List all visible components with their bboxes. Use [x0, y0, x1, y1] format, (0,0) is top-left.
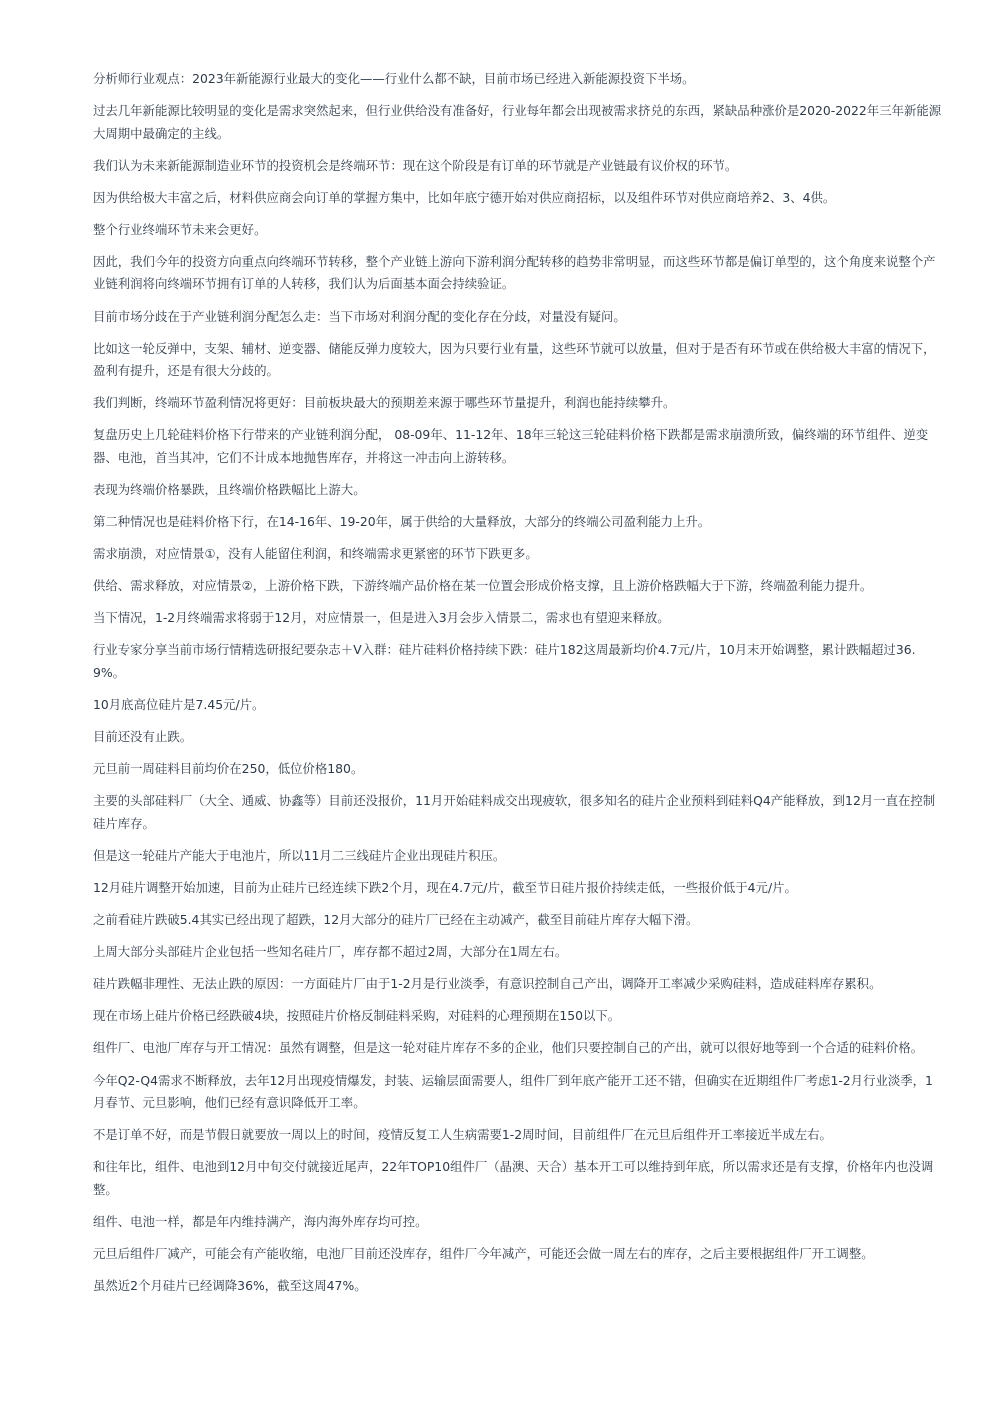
paragraph: 之前看硅片跌破5.4其实已经出现了超跌，12月大部分的硅片厂已经在主动减产，截至目前硅片库存大幅下滑。 — [93, 912, 699, 928]
paragraph: 因此，我们今年的投资方向重点向终端环节转移，整个产业链上游向下游利润分配转移的趋势非常明显，而这些环节都是偏订单型的，这个角度来说整个产业链利润将向终端环节拥有订单的人转移，我们认为后面基本面会持续验证。 — [93, 253, 936, 292]
paragraph: 元旦后组件厂减产，可能会有产能收缩，电池厂目前还没库存，组件厂今年减产，可能还会做一周左右的库存，之后主要根据组件厂开工调整。 — [93, 1245, 874, 1261]
paragraph: 不是订单不好，而是节假日就要放一周以上的时间，疫情反复工人生病需要1-2周时间，目前组件厂在元旦后组件开工率接近半成左右。 — [93, 1127, 832, 1143]
paragraph: 比如这一轮反弹中，支架、辅材、逆变器、储能反弹力度较大，因为只要行业有量，这些环节就可以放量，但对于是否有环节或在供给极大丰富的情况下，盈利有提升，还是有很大分歧的。 — [93, 340, 936, 379]
paragraph: 12月硅片调整开始加速，目前为止硅片已经连续下跌2个月，现在4.7元/片，截至节日硅片报价持续走低，一些报价低于4元/片。 — [93, 879, 797, 895]
paragraph: 但是这一轮硅片产能大于电池片，所以11月二三线硅片企业出现硅片积压。 — [93, 847, 506, 863]
paragraph: 第二种情况也是硅料价格下行，在14-16年、19-20年，属于供给的大量释放，大部分的终端公司盈利能力上升。 — [93, 514, 711, 530]
paragraph: 我们认为未来新能源制造业环节的投资机会是终端环节：现在这个阶段是有订单的环节就是产业链最有议价权的环节。 — [93, 157, 738, 173]
paragraph: 表现为终端价格暴跌，且终端价格跌幅比上游大。 — [93, 481, 366, 497]
paragraph: 需求崩溃，对应情景①，没有人能留住利润，和终端需求更紧密的环节下跌更多。 — [93, 546, 538, 562]
paragraph: 供给、需求释放，对应情景②，上游价格下跌，下游终端产品价格在某一位置会形成价格支撑，且上游价格跌幅大于下游，终端盈利能力提升。 — [93, 578, 873, 594]
paragraph: 虽然近2个月硅片已经调降36%，截至这周47%。 — [93, 1278, 367, 1293]
paragraph: 和往年比，组件、电池到12月中旬交付就接近尾声，22年TOP10组件厂（晶澳、天合）基本开工可以维持到年底，所以需求还是有支撑，价格年内也没调整。 — [93, 1159, 934, 1197]
paragraph: 上周大部分头部硅片企业包括一些知名硅片厂，库存都不超过2周，大部分在1周左右。 — [93, 944, 568, 960]
paragraph: 目前还没有止跌。 — [93, 729, 193, 745]
paragraph: 组件、电池一样，都是年内维持满产，海内海外库存均可控。 — [93, 1213, 428, 1229]
paragraph: 硅片跌幅非理性、无法止跌的原因：一方面硅片厂由于1-2月是行业淡季，有意识控制自己产出，调降开工率减少采购硅料，造成硅料库存累积。 — [93, 976, 882, 992]
paragraph: 整个行业终端环节未来会更好。 — [93, 221, 267, 237]
paragraph: 主要的头部硅料厂（大全、通威、协鑫等）目前还没报价，11月开始硅料成交出现疲软，很多知名的硅片企业预料到硅料Q4产能释放，到12月一直在控制硅片库存。 — [93, 793, 936, 831]
paragraph-expert-share: 行业专家分享当前市场行情精选研报纪要杂志＋V入群：硅片硅料价格持续下跌：硅片182这周最新均价4.7元/片，10月末开始调整，累计跌幅超过36.9%。 — [93, 642, 916, 680]
paragraph-analyst-view: 分析师行业观点：2023年新能源行业最大的变化——行业什么都不缺，目前市场已经进入新能源投资下半场。 — [93, 71, 695, 86]
paragraph: 我们判断，终端环节盈利情况将更好：目前板块最大的预期差来源于哪些环节量提升，利润也能持续攀升。 — [93, 395, 676, 411]
document-body — [93, 68, 945, 1307]
paragraph: 目前市场分歧在于产业链利润分配怎么走：当下市场对利润分配的变化存在分歧，对量没有疑问。 — [93, 308, 626, 324]
paragraph: 过去几年新能源比较明显的变化是需求突然起来，但行业供给没有准备好，行业每年都会出现被需求挤兑的东西，紧缺品种涨价是2020-2022年三年新能源大周期中最确定的主线。 — [93, 103, 942, 141]
paragraph: 10月底高位硅片是7.45元/片。 — [93, 697, 265, 712]
paragraph: 因为供给极大丰富之后，材料供应商会向订单的掌握方集中，比如年底宁德开始对供应商招标，以及组件环节对供应商培养2、3、4供。 — [93, 189, 836, 205]
paragraph: 现在市场上硅片价格已经跌破4块，按照硅片价格反制硅料采购，对硅料的心理预期在150以下。 — [93, 1008, 621, 1024]
paragraph: 当下情况，1-2月终端需求将弱于12月，对应情景一，但是进入3月会步入情景二，需求也有望迎来释放。 — [93, 610, 670, 626]
paragraph: 组件厂、电池厂库存与开工情况：虽然有调整，但是这一轮对硅片库存不多的企业，他们只要控制自己的产出，就可以很好地等到一个合适的硅料价格。 — [93, 1040, 924, 1056]
paragraph: 元旦前一周硅料目前均价在250，低位价格180。 — [93, 761, 364, 777]
paragraph: 复盘历史上几轮硅料价格下行带来的产业链利润分配， 08-09年、11-12年、18年三轮这三轮硅料价格下跌都是需求崩溃所致，偏终端的环节组件、逆变器、电池，首当其冲，它们不计成本地抛售库存，并将这一冲击向上游转移。 — [93, 427, 929, 465]
paragraph: 今年Q2-Q4需求不断释放，去年12月出现疫情爆发，封装、运输层面需要人，组件厂到年底产能开工还不错，但确实在近期组件厂考虑1-2月行业淡季，1月春节、元旦影响，他们已经有意识降低开工率。 — [93, 1072, 933, 1111]
